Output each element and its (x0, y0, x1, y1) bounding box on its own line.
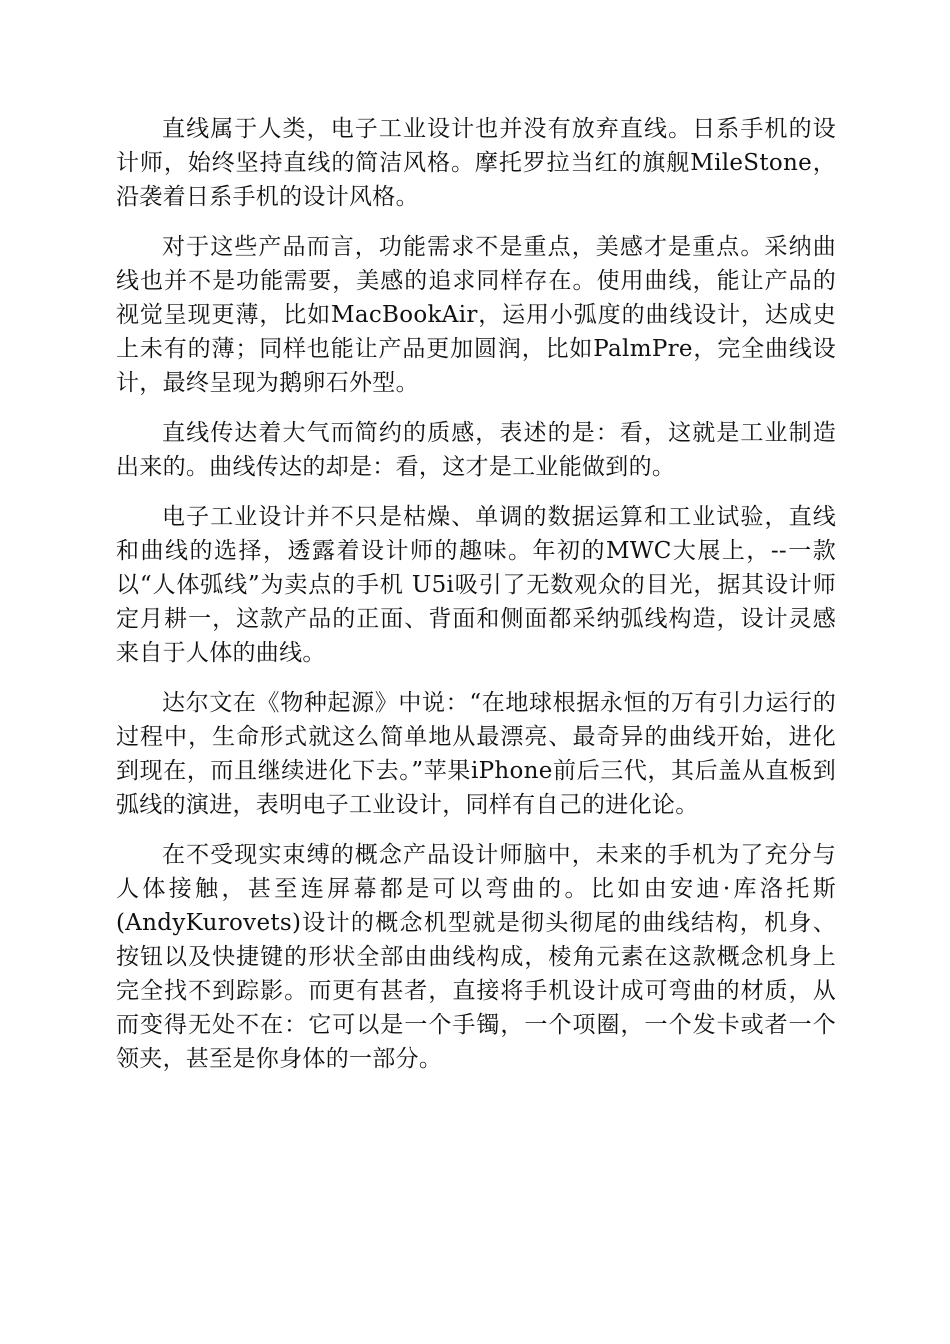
paragraph-2: 对于这些产品而言，功能需求不是重点，美感才是重点。采纳曲线也并不是功能需要，美感的追求同样存在。使用曲线，能让产品的视觉呈现更薄，比如MacBookAir，运用小弧度的曲线设计，达成史上未有的薄；同样也能让产品更加圆润，比如PalmPre，完全曲线设计，最终呈现为鹅卵石外型。 (116, 234, 836, 396)
paragraph-6: 在不受现实束缚的概念产品设计师脑中，未来的手机为了充分与人体接触，甚至连屏幕都是可以弯曲的。比如由安迪·库洛托斯(AndyKurovets)设计的概念机型就是彻头彻尾的曲线结构，机身、按钮以及快捷键的形状全部由曲线构成，棱角元素在这款概念机身上完全找不到踪影。而更有甚者，直接将手机设计成可弯曲的材质，从而变得无处不在：它可以是一个手镯，一个项圈，一个发卡或者一个领夹，甚至是你身体的一部分。 (116, 842, 836, 1072)
paragraph-1: 直线属于人类，电子工业设计也并没有放弃直线。日系手机的设计师，始终坚持直线的简洁风格。摩托罗拉当红的旗舰MileStone，沿袭着日系手机的设计风格。 (116, 116, 836, 210)
paragraph-4: 电子工业设计并不只是枯燥、单调的数据运算和工业试验，直线和曲线的选择，透露着设计师的趣味。年初的MWC大展上，--一款以“人体弧线”为卖点的手机 U5i吸引了无数观众的目光，据其设计师定月耕一，这款产品的正面、背面和侧面都采纳弧线构造，设计灵感来自于人体的曲线。 (116, 504, 836, 666)
paragraph-5: 达尔文在《物种起源》中说：“在地球根据永恒的万有引力运行的过程中，生命形式就这么简单地从最漂亮、最奇异的曲线开始，进化到现在，而且继续进化下去。”苹果iPhone前后三代，其后盖从直板到弧线的演进，表明电子工业设计，同样有自己的进化论。 (116, 690, 836, 818)
document-page (116, 112, 836, 1092)
paragraph-3: 直线传达着大气而简约的质感，表述的是：看，这就是工业制造出来的。曲线传达的却是：看，这才是工业能做到的。 (116, 420, 836, 480)
